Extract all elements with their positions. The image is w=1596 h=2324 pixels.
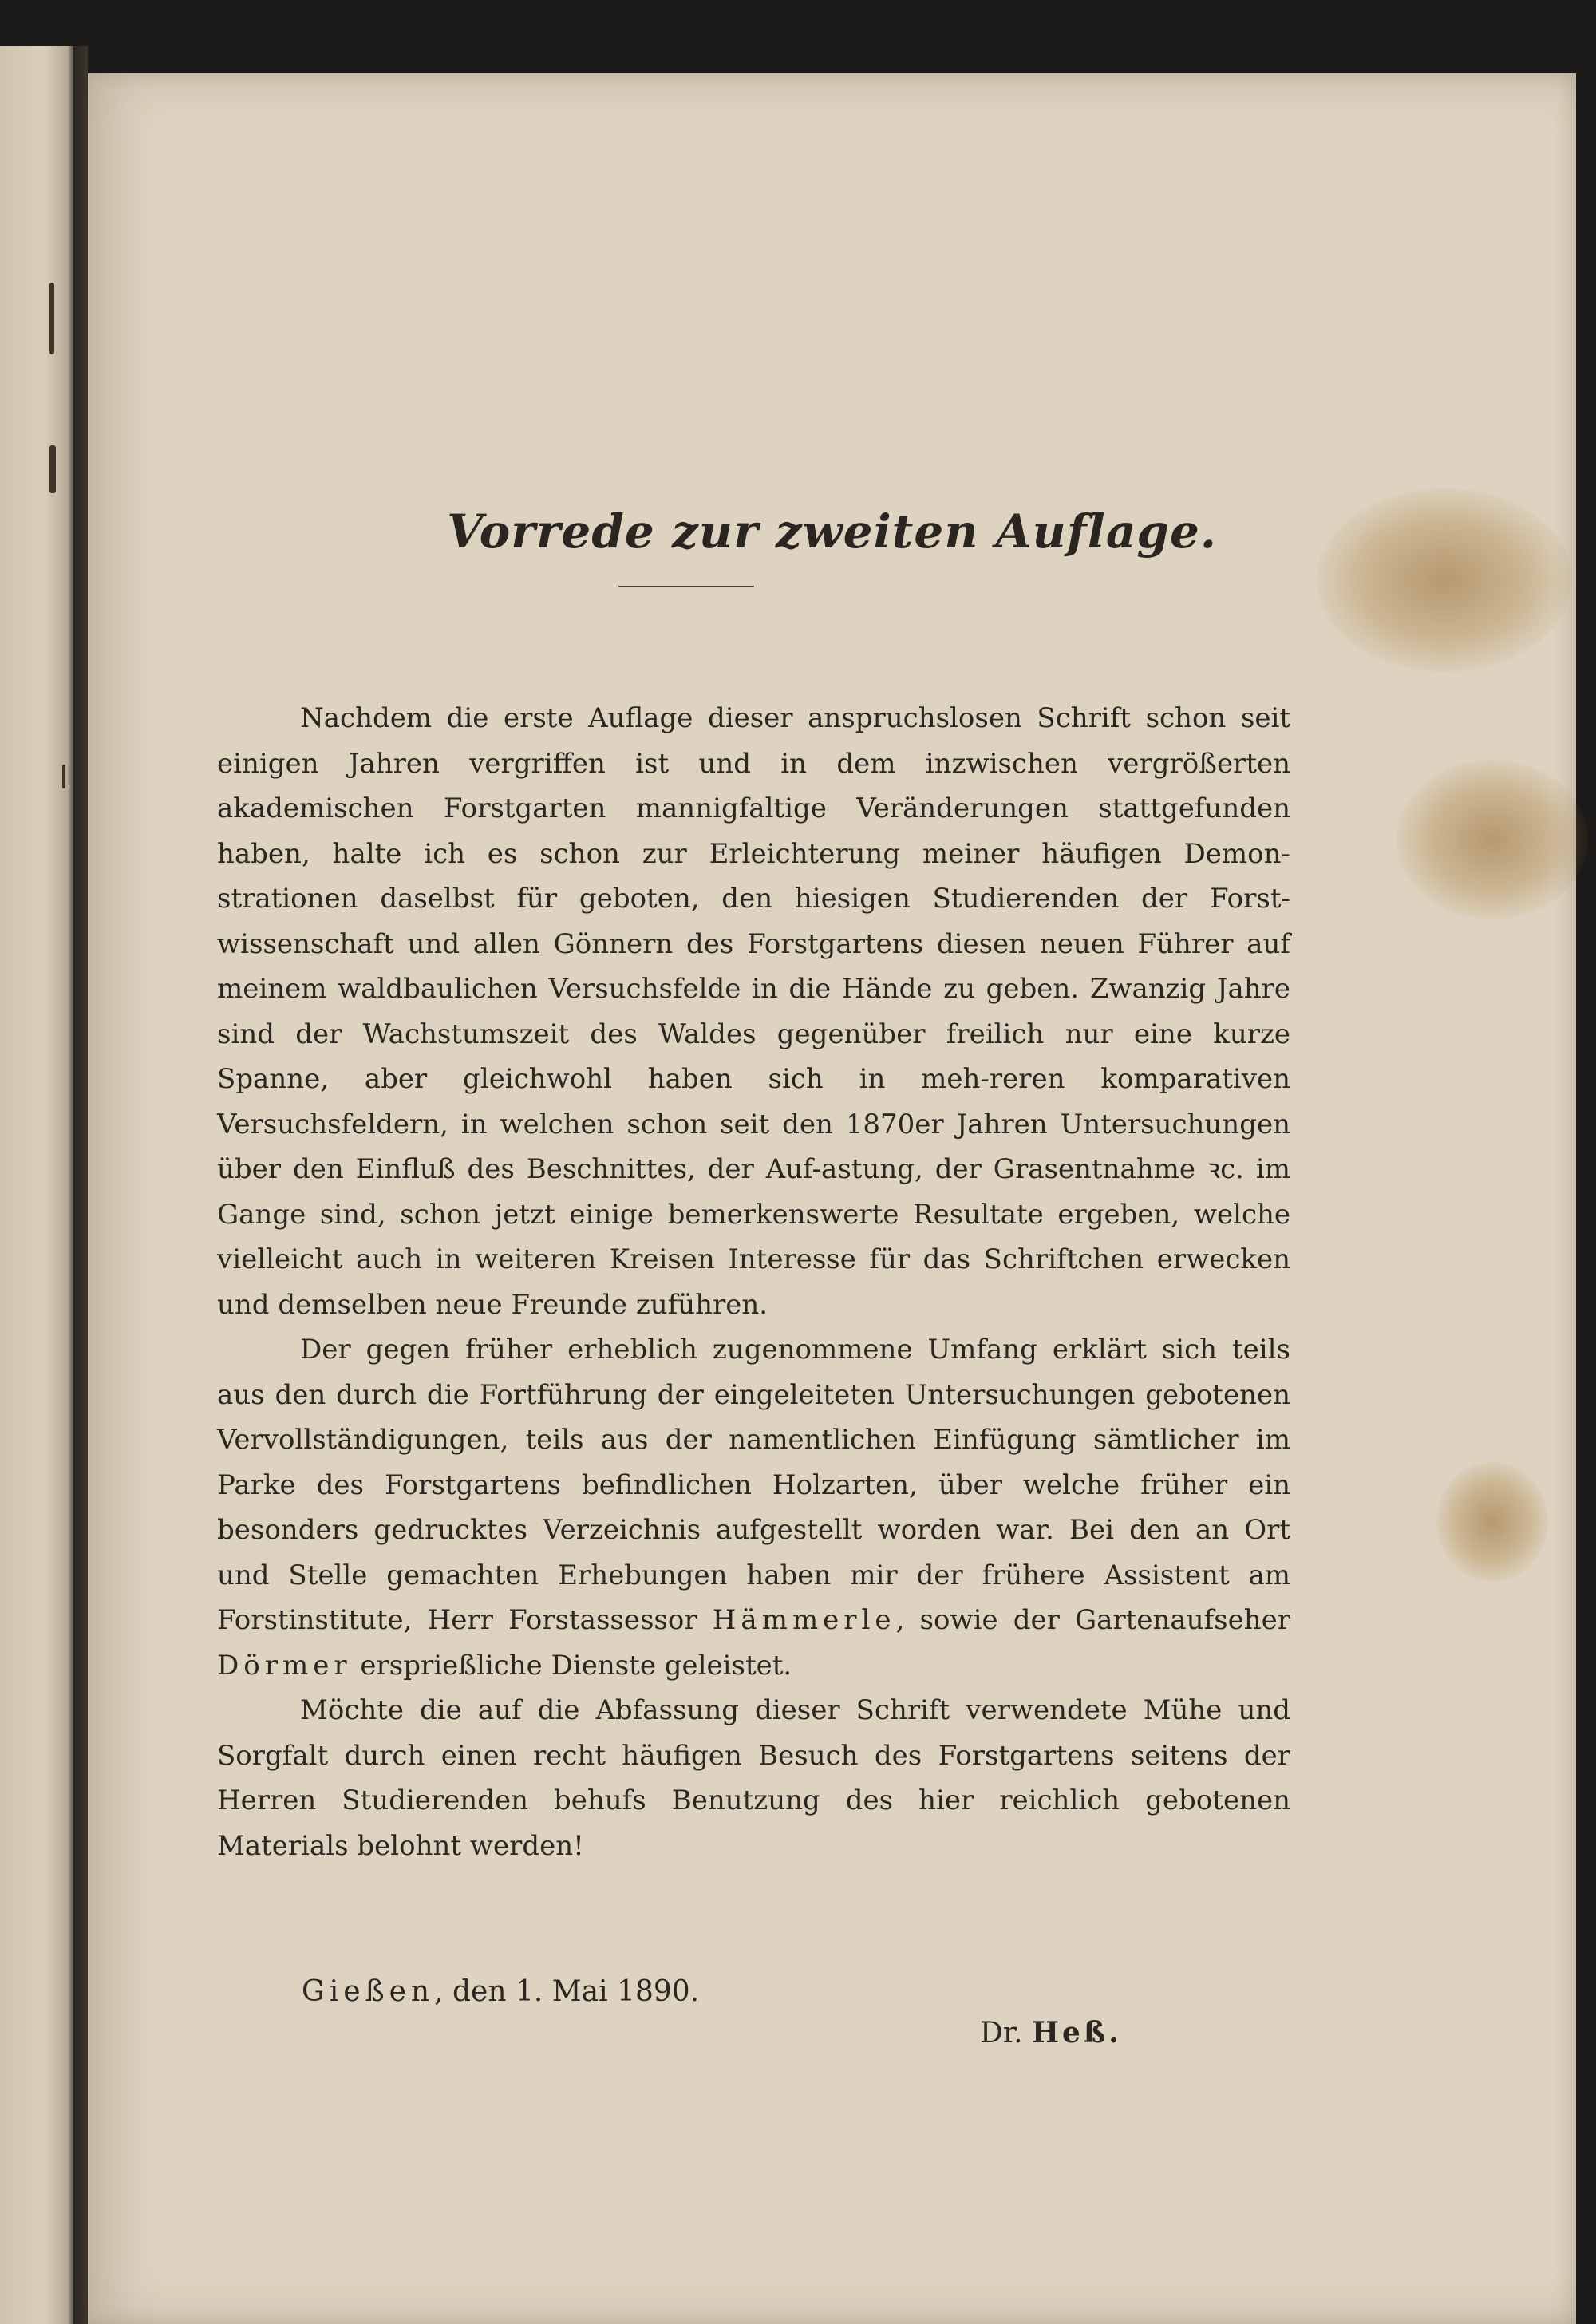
place-name: Gießen	[302, 1975, 435, 2008]
preface-body	[217, 696, 1290, 1868]
paragraph-3	[217, 1688, 1290, 1868]
text-line: haben, halte ich es schon zur Erleichterung meiner häufigen Demon-	[217, 837, 1290, 870]
ink-mark	[49, 283, 54, 354]
text-line: akademischen Forstgarten mannigfaltige Veränderungen stattgefunden	[217, 792, 1290, 824]
text-line: reren komparativen Versuchsfeldern, in welchen schon seit den 1870er	[217, 1063, 1290, 1140]
text-line: bemerkenswerte Resultate ergeben, welche vielleicht auch in weiteren	[217, 1198, 1291, 1275]
text-line: sämtlicher im Parke des Forstgartens befindlichen Holzarten, über	[217, 1424, 1290, 1501]
text-line: wissenschaft und allen Gönnern des Forstgartens diesen neuen Führer	[217, 927, 1234, 960]
text-line: freilich nur eine kurze Spanne, aber gleichwohl haben sich in meh-	[217, 1018, 1291, 1095]
foxing-stain	[1396, 760, 1588, 919]
text-line: Nachdem die erste Auflage dieser anspruchslosen Schrift schon	[300, 702, 1227, 734]
paragraph-2	[217, 1327, 1290, 1688]
text-line: mir der frühere Assistent am Forstinstitute, Herr Forstassessor	[217, 1559, 1290, 1636]
text-line: seitens der Herren Studierenden behufs Benutzung des hier reichlich	[217, 1739, 1290, 1816]
text-line: war. Bei den an Ort und Stelle gemachten Erhebungen haben	[217, 1514, 1290, 1591]
text-line: Zwanzig Jahre sind der Wachstumszeit des Waldes gegenüber	[217, 973, 1291, 1050]
page-heading: Vorrede zur zweiten Auflage.	[446, 504, 1218, 559]
signature-name: Heß.	[1032, 2016, 1122, 2049]
paragraph-1	[217, 696, 1290, 1327]
text-line: teils aus den durch die Fortführung der eingeleiteten Untersuchungen	[217, 1334, 1290, 1411]
foxing-stain	[1436, 1462, 1548, 1582]
text-line: Möchte die auf die Abfassung dieser Schrift verwendete Mühe	[300, 1694, 1223, 1726]
text-line: Jahren Untersuchungen über den Einfluß des Beschnittes, der Auf-	[217, 1108, 1290, 1185]
text-line: Kreisen Interesse für das Schriftchen erwecken und demselben neue	[217, 1243, 1290, 1321]
previous-page-edge	[0, 46, 73, 2324]
text-line: seit einigen Jahren vergriffen ist und in dem inzwischen vergrößerten	[217, 702, 1290, 780]
text-line: strationen daselbst für geboten, den hiesigen Studierenden der Forst-	[217, 883, 1290, 915]
page	[88, 73, 1576, 2324]
text-line: welche früher ein besonders gedrucktes Verzeichnis aufgestellt worden	[217, 1468, 1291, 1546]
text-line: Freunde zuführen.	[511, 1288, 768, 1321]
text-line: Der gegen früher erheblich zugenommene Umfang erklärt sich	[300, 1334, 1218, 1366]
text-line: auf meinem waldbaulichen Versuchsfelde in die Hände zu geben.	[217, 927, 1291, 1005]
text-line: , sowie der Gartenaufseher	[895, 1604, 1291, 1636]
ink-mark	[49, 445, 56, 493]
signature	[980, 2016, 1122, 2049]
book-gutter	[73, 46, 88, 2324]
date-text: , den 1. Mai 1890.	[434, 1975, 700, 2008]
text-line: und Sorgfalt durch einen recht häufigen Besuch des Forstgartens	[217, 1694, 1290, 1772]
place-date-line	[302, 1975, 699, 2008]
signature-title: Dr.	[980, 2017, 1023, 2049]
text-line: astung, der Grasentnahme ꝛc. im Gange sind, schon jetzt einige	[217, 1153, 1290, 1231]
ink-mark	[62, 765, 65, 788]
text-line: gebotenen Materials belohnt werden!	[217, 1785, 1290, 1862]
text-line: gebotenen Vervollständigungen, teils aus der namentlichen Einfügung	[217, 1378, 1291, 1456]
heading-rule	[618, 586, 754, 587]
text-line: ersprießliche Dienste geleistet.	[351, 1649, 792, 1682]
spaced-name: Hämmerle	[712, 1604, 896, 1636]
spaced-name: Dörmer	[217, 1649, 352, 1682]
